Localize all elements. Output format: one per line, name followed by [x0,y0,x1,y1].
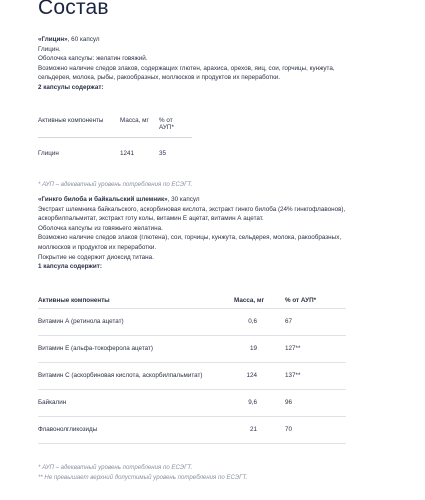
column-header: Масса, мг [120,117,149,124]
component-name: Витамин Е (альфа-токоферола ацетат) [38,345,153,352]
component-percent: 127** [285,345,301,352]
component-name: Байкалин [38,399,67,406]
product2-footnote: * АУП – адекватный уровень потребления по ЕСЭГТ. [38,464,193,471]
product2-heading [38,195,345,205]
table-divider [38,137,192,138]
product1-name: «Глицин» [38,36,68,43]
product1-line: Глицин. [38,45,61,53]
product2-line: Экстракт шлемника байкальского, аскорбиновая кислота, экстракт гинкго билоба (24% гинкгофлавонов), [38,205,346,213]
component-mass: 19 [249,345,257,352]
product1-table [38,117,188,160]
column-header: Масса, мг [234,297,265,304]
component-name: Витамин С (аскорбиновая кислота, аскорбилпальмитат) [38,372,203,379]
component-mass: 9,6 [248,399,257,406]
component-mass: 21 [249,426,257,433]
product2-name: «Гинкго билоба и байкальский шлемник» [38,196,168,203]
component-percent: 137** [285,372,301,379]
column-header: Активные компоненты [38,297,110,304]
table-header-row [38,296,346,308]
product2-line: Оболочка капсулы из говяжьего желатина. [38,224,163,232]
component-mass: 124 [246,372,257,379]
product2-table [38,296,346,444]
product1-dose-label: 2 капсулы содержат: [38,83,104,91]
product2-line: аскорбилпальмитат, экстракт готу колы, витамин Е ацетат, витамин А ацетат. [38,215,264,223]
component-percent: 35 [159,150,167,157]
product2-name-suffix: , 30 капсул [167,196,200,203]
product2-footnote: ** Не превышает верхний допустимый уровень потребления по ЕСЭГТ. [38,473,248,481]
product2-description [38,195,345,272]
product2-line: моллюсков и продуктов их переработки. [38,243,157,251]
table-row [38,308,346,335]
component-name: Глицин [38,150,59,157]
table-divider [38,443,346,444]
product1-description [38,35,335,93]
table-row [38,335,346,362]
component-mass: 1241 [120,150,135,157]
column-header: % от АУП* [285,297,317,304]
table-row [38,362,346,389]
page-title: Состав [38,0,109,19]
table-row [38,416,346,443]
component-mass: 0,6 [248,318,257,325]
product1-line: Возможно наличие следов злаков, содержащих глютен, арахиса, орехов, яиц, сои, горчицы, кунжута, [38,64,335,72]
component-percent: 96 [285,399,293,406]
table-header-row [38,117,188,131]
component-percent: 70 [285,426,293,433]
product2-line: Покрытие не содержит диоксид титана. [38,253,154,261]
column-header: Активные компоненты [38,117,104,124]
product1-footnote: * АУП – адекватный уровень потребления по ЕСЭГТ. [38,181,193,188]
component-name: Витамин А (ретинола ацетат) [38,318,124,325]
product2-footnotes [38,463,247,482]
column-header: % от АУП* [159,117,174,131]
product1-line: Оболочка капсулы: желатин говяжий. [38,55,148,63]
table-row [38,389,346,416]
product1-line: сельдерея, молока, рыбы, ракообразных, моллюсков и продуктов их переработки. [38,74,281,82]
component-name: Флавонолгликозиды [38,426,98,433]
table-row [38,150,188,160]
product1-heading [38,35,335,45]
product2-dose-label: 1 капсула содержит: [38,263,102,271]
product1-name-suffix: , 60 капсул [67,36,100,43]
product2-line: Возможно наличие следов злаков (глютена), сои, горчицы, кунжута, сельдерея, молока, ракообразных, [38,234,342,242]
component-percent: 67 [285,318,293,325]
